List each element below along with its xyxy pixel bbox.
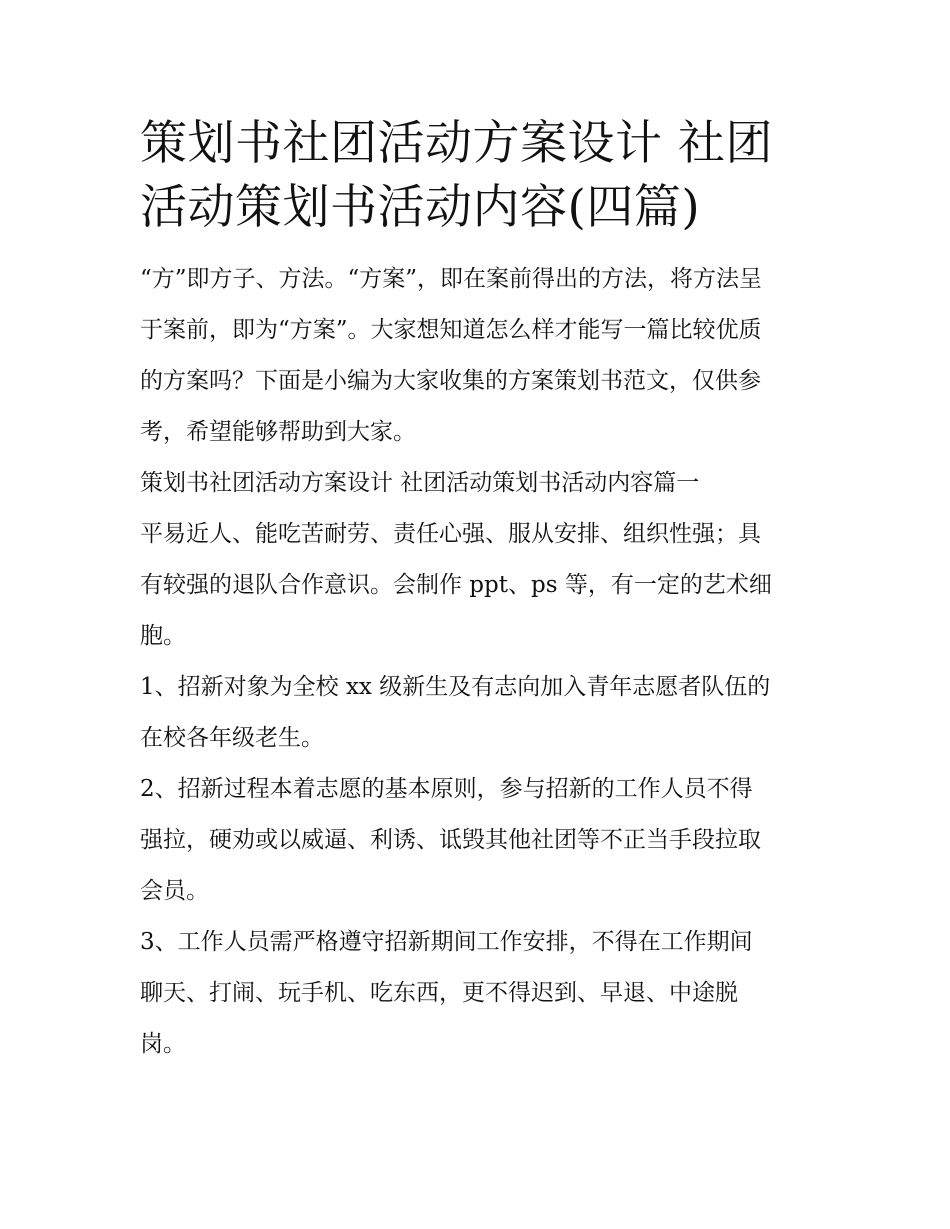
text-line: “方”即方子、方法。“方案”，即在案前得出的方法，将方法呈	[140, 266, 763, 292]
text-line: 聊天、打闹、玩手机、吃东西，更不得迟到、早退、中途脱	[140, 980, 738, 1006]
text-line: 岗。	[140, 1031, 186, 1057]
intro-paragraph	[140, 254, 816, 458]
list-item-3	[140, 917, 816, 1070]
list-item-1	[140, 662, 816, 764]
text-line: 1、招新对象为全校 xx 级新生及有志向加入青年志愿者队伍的	[140, 674, 771, 700]
text-line: 2、招新过程本着志愿的基本原则，参与招新的工作人员不得	[140, 776, 753, 802]
text-line: 强拉，硬劝或以威逼、利诱、诋毁其他社团等不正当手段拉取	[140, 827, 761, 853]
list-item-2	[140, 764, 816, 917]
document-body	[140, 254, 816, 1070]
text-line: 有较强的退队合作意识。会制作 ppt、ps 等，有一定的艺术细	[140, 572, 772, 598]
text-line: 策划书社团活动方案设计 社团活动策划书活动内容篇一	[140, 470, 700, 496]
text-line: 在校各年级老生。	[140, 725, 324, 751]
text-line: 3、工作人员需严格遵守招新期间工作安排，不得在工作期间	[140, 929, 753, 955]
text-line: 平易近人、能吃苦耐劳、责任心强、服从安排、组织性强；具	[140, 521, 761, 547]
text-line: 于案前，即为“方案”。大家想知道怎么样才能写一篇比较优质	[140, 317, 762, 343]
text-line: 会员。	[140, 878, 209, 904]
section-heading	[140, 458, 816, 509]
text-line: 考，希望能够帮助到大家。	[140, 419, 416, 445]
text-line: 胞。	[140, 623, 186, 649]
text-line: 的方案吗？下面是小编为大家收集的方案策划书范文，仅供参	[140, 368, 761, 394]
title-line: 策划书社团活动方案设计 社团	[140, 116, 773, 171]
requirements-paragraph	[140, 509, 816, 662]
document-page	[140, 112, 816, 1070]
document-title	[140, 112, 816, 240]
title-line: 活动策划书活动内容(四篇)	[140, 180, 701, 235]
